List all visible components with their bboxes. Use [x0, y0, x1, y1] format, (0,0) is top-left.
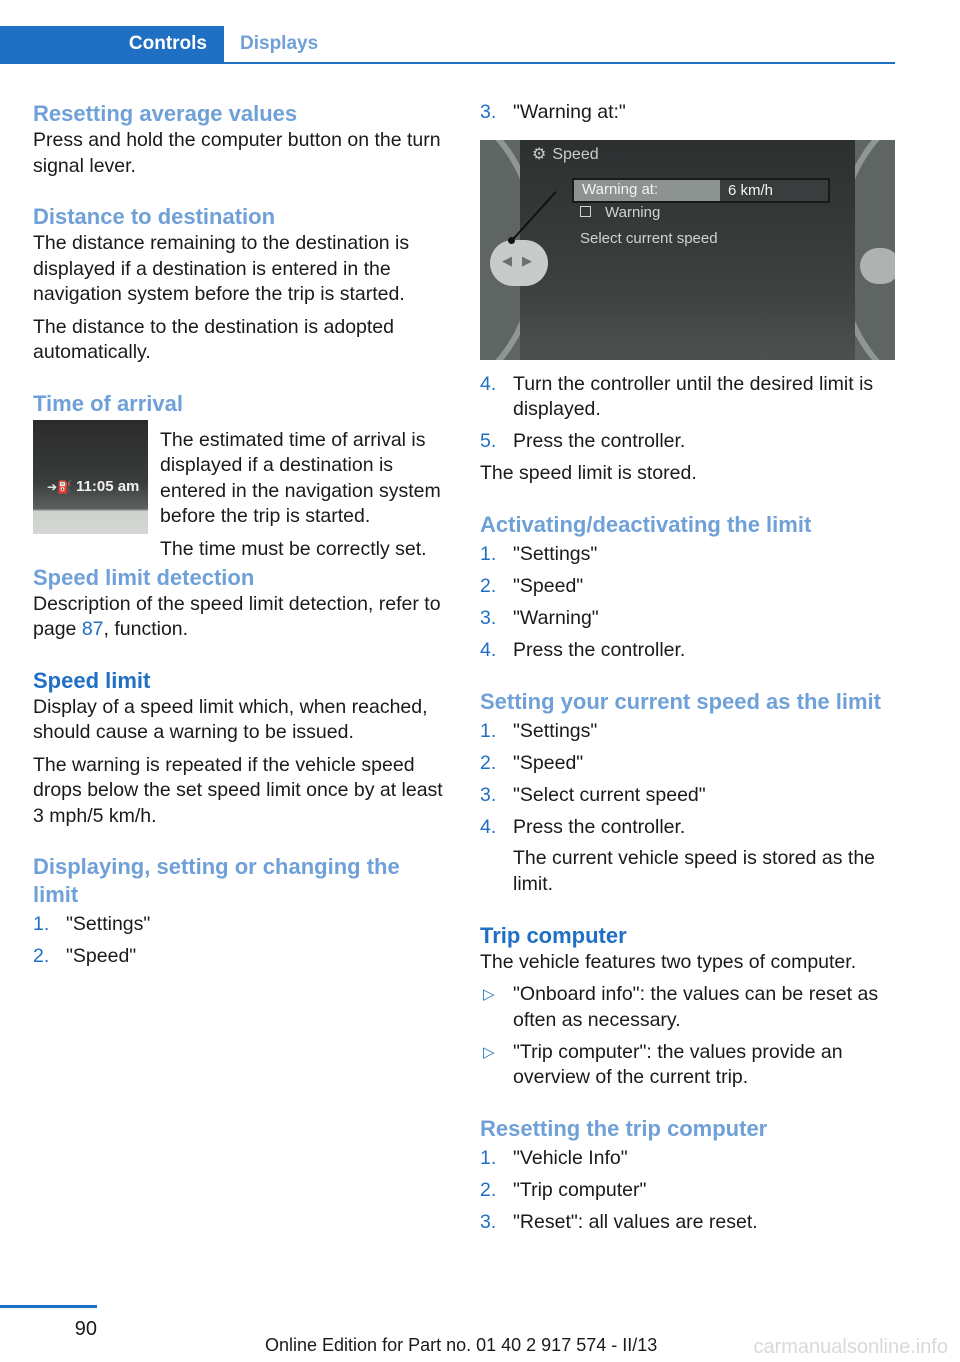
left-column — [33, 100, 449, 976]
text-detection: Description of the speed limit detection, refer to page 87, function. — [33, 592, 441, 640]
list-setting-current — [480, 719, 896, 898]
list-item: 1. "Settings" — [33, 913, 151, 935]
heading-detection: Speed limit detection — [33, 564, 255, 590]
text-arrival-2: The time must be correctly set. — [160, 537, 427, 560]
edition-text: Online Edition for Part no. 01 40 2 917 574 - II/13 — [265, 1335, 658, 1355]
list-item: 2. "Speed" — [480, 574, 584, 597]
list-item: 1. "Vehicle Info" — [480, 1147, 628, 1169]
list-reset-trip — [480, 1146, 896, 1236]
tab-displays[interactable]: Displays — [240, 33, 319, 54]
list-item: 2. "Speed" — [480, 751, 584, 774]
list-item: 3. "Warning" — [480, 606, 599, 629]
text-stored: The speed limit is stored. — [480, 462, 697, 484]
chevron-right-icon: ▶ — [522, 252, 532, 268]
controller-knob-right — [860, 248, 895, 284]
select-current-speed-option[interactable]: Select current speed — [580, 229, 718, 247]
heading-displaying: Displaying, setting or changing the limit — [33, 854, 400, 907]
heading-arrival: Time of arrival — [33, 390, 183, 416]
list-item: 3. "Select current speed" — [480, 783, 706, 806]
heading-distance: Distance to destination — [33, 204, 276, 229]
tab-controls[interactable]: Controls — [0, 26, 224, 62]
heading-activating: Activating/deactivating the limit — [480, 511, 812, 537]
text-distance-2: The distance to the destination is adopted automatically. — [33, 315, 394, 363]
header-bar — [0, 26, 895, 64]
list-trip-types — [480, 982, 896, 1091]
chevron-left-icon: ◀ — [502, 252, 512, 268]
warning-at-row[interactable]: Warning at: 6 km/h — [572, 178, 830, 203]
gear-icon: ⚙ — [532, 145, 547, 163]
page-87-link[interactable]: 87 — [81, 618, 104, 640]
checkbox-icon — [580, 206, 591, 217]
list-item: 1. "Settings" — [480, 719, 598, 742]
text-speed-limit-2: The warning is repeated if the vehicle speed drops below the set speed limit once by at least 3 mph/5 km/h. — [33, 753, 443, 827]
warning-value: 6 km/h — [720, 180, 828, 201]
text-resetting-average: Press and hold the computer button on the turn signal lever. — [33, 129, 441, 177]
text-distance-1: The distance remaining to the destination is displayed if a destination is entered in the navigation system before the trip is started. — [33, 232, 410, 305]
list-item: ▷ "Onboard info": the values can be reset as often as necessary. — [483, 983, 879, 1031]
arrival-block — [33, 390, 449, 560]
list-item: 4. Press the controller. — [480, 638, 686, 661]
text-speed-limit-1: Display of a speed limit which, when reached, should cause a warning to be issued. — [33, 695, 428, 743]
heading-reset-trip: Resetting the trip computer — [480, 1116, 768, 1141]
right-column — [480, 100, 896, 1242]
list-item: 4. Turn the controller until the desired limit is displayed. — [480, 372, 874, 420]
warning-option[interactable]: Warning — [580, 204, 660, 221]
arrival-display-image — [33, 420, 148, 534]
list-item: 2. "Speed" — [33, 945, 137, 967]
list-item: 1. "Settings" — [480, 542, 598, 565]
speed-warning-screenshot — [480, 140, 895, 360]
list-item: 2. "Trip computer" — [480, 1179, 647, 1201]
watermark: carmanualsonline.info — [753, 1336, 948, 1358]
arrival-time-display: 11:05 am — [76, 477, 140, 495]
heading-speed-limit: Speed limit — [33, 667, 151, 693]
triangle-bullet-icon: ▷ — [483, 1043, 495, 1061]
list-item: ▷ "Trip computer": the values provide an overview of the current trip. — [483, 1040, 843, 1088]
heading-setting-current: Setting your current speed as the limit — [480, 688, 881, 714]
list-activating — [480, 542, 896, 664]
controller-knob-left — [490, 240, 548, 286]
destination-flag-icon: ➔⛽ — [47, 479, 72, 494]
list-item: 3. "Reset": all values are reset. — [480, 1211, 758, 1233]
screen-title: Speed — [552, 145, 599, 163]
footer-rule — [0, 1305, 97, 1308]
heading-trip-computer: Trip computer — [480, 922, 627, 948]
text-arrival-1: The estimated time of arrival is displayed if a destination is entered in the navigation system before the trip is started. — [160, 428, 441, 527]
list-item: 5. Press the controller. — [480, 430, 686, 452]
heading-resetting-average: Resetting average values — [33, 101, 298, 126]
list-steps-after — [480, 372, 896, 455]
triangle-bullet-icon: ▷ — [483, 986, 495, 1003]
callout-dot — [508, 237, 515, 244]
list-displaying — [33, 912, 449, 970]
list-warning-step — [480, 100, 896, 126]
page-number: 90 — [74, 1318, 97, 1340]
text-trip-computer: The vehicle features two types of computer. — [480, 950, 857, 973]
list-item: 4. Press the controller. The current vehicle speed is stored as the limit. — [480, 815, 876, 895]
list-item: 3. "Warning at:" — [480, 101, 626, 123]
